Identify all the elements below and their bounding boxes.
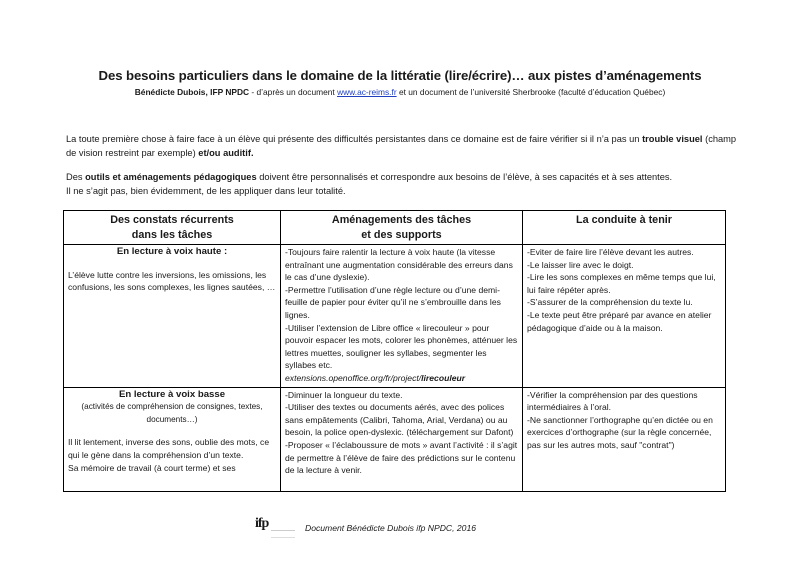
constat-text: Sa mémoire de travail (à court terme) et ses [68, 462, 236, 473]
lirecouleur-link[interactable] [285, 372, 518, 385]
conduite-cell [523, 245, 726, 388]
amenagement-item: -Utiliser des textes ou documents aérés, avec des polices sans empâtements (Calibri, Tahoma, Arial, Verdana) ou au besoin, la police open-dyslexic. (téléchargement sur Dafont) [285, 402, 514, 438]
intro-bold: trouble visuel [642, 134, 703, 144]
table-row [64, 245, 726, 388]
page-footer [255, 516, 476, 540]
section-subtitle: (activités de compréhension de consignes, textes, documents…) [81, 402, 263, 424]
source-prefix: - d’après un document [249, 87, 338, 97]
conduite-item: -Ne sanctionner l’orthographe qu’en dictée ou en exercices d’orthographe (sur la règle concernée, pas sur les autres mots, sauf "contrat") [527, 414, 713, 450]
table-row [64, 387, 726, 491]
intro-text: (champ de vision restreint par exemple) [66, 134, 737, 158]
link-bold: lirecouleur [421, 372, 466, 383]
header-line: Aménagements des tâches [331, 214, 472, 226]
intro-bold: et/ou auditif. [198, 147, 254, 158]
ifp-logo-icon [255, 516, 297, 540]
conduite-item: -Le laisser lire avec le doigt. [527, 259, 634, 270]
constat-cell [64, 245, 281, 388]
logo-tagline [271, 530, 295, 538]
conduite-cell [523, 387, 726, 491]
document-title: Des besoins particuliers dans le domaine de la littératie (lire/écrire)… aux pistes d’aménagements [98, 68, 702, 83]
author: Bénédicte Dubois, IFP NPDC [134, 87, 250, 97]
amenagement-item: -Permettre l’utilisation d’une règle lecture ou d’une demi-feuille de papier pour éviter qu’il ne s’embrouille dans les lignes. [285, 284, 501, 320]
intro-paragraph-2 [66, 171, 746, 198]
conduite-item: -S’assurer de la compréhension du texte lu. [527, 297, 693, 308]
amenagement-item: -Toujours faire ralentir la lecture à voix haute (la vitesse entraînant une augmentation considérable des erreurs dans le cas d’une dyslexie). [285, 247, 513, 283]
conduite-item: -Eviter de faire lire l’élève devant les autres. [527, 247, 694, 257]
amenagement-item: -Diminuer la longueur du texte. [285, 389, 403, 400]
intro-text: Des [66, 172, 86, 182]
constat-text: Il lit lentement, inverse des sons, oublie des mots, ce qui le gène dans la compréhension d’un texte. [68, 437, 270, 460]
amenagement-item: -Utiliser l’extension de Libre office « lirecouleur » pour pouvoir espacer les mots, colorer les phonèmes, atténuer les lettres muettes, souligner les syllabes, segmenter les syllabes etc. [285, 322, 518, 371]
constat-text: L’élève lutte contre les inversions, les omissions, les confusions, les sons complexes, les lignes sautées, … [68, 269, 276, 293]
source-suffix: et un document de l’université Sherbrooke (faculté d’éducation Québec) [396, 87, 666, 97]
document-subtitle [0, 87, 800, 97]
header-line: dans les tâches [131, 229, 213, 241]
link-prefix: extensions.openoffice.org/fr/project/ [285, 372, 422, 383]
section-title: En lecture à voix basse [118, 388, 226, 400]
logo-text: ifp [255, 516, 269, 531]
amenagement-cell [281, 387, 523, 491]
column-header-amenagements [281, 211, 523, 245]
footer-text: Document Bénédicte Dubois ifp NPDC, 2016 [305, 523, 477, 533]
conduite-item: -Vérifier la compréhension par des questions intermédiaires à l’oral. [527, 389, 698, 413]
header-line: La conduite à tenir [576, 214, 672, 226]
intro-text: La toute première chose à faire face à un élève qui présente des difficultés persistantes dans ce domaine est de faire vérifier si il n’a pas un [66, 134, 643, 144]
header-line: Des constats récurrents [110, 214, 234, 226]
constat-cell [64, 387, 281, 491]
table-header-row [64, 211, 726, 245]
header-line: et des supports [361, 229, 442, 241]
intro-text: doivent être personnalisés et correspondre aux besoins de l’élève, à ses capacités et à ses attentes. [256, 172, 673, 182]
column-header-conduite [523, 211, 726, 245]
section-title: En lecture à voix haute : [116, 246, 228, 257]
conduite-item: -Le texte peut être préparé par avance en atelier pédagogique d’aide ou à la maison. [527, 309, 712, 333]
source-link[interactable]: www.ac-reims.fr [337, 87, 397, 97]
intro-paragraph-1 [66, 133, 746, 160]
amenagement-cell [281, 245, 523, 388]
column-header-constats [64, 211, 281, 245]
amenagements-table [63, 210, 726, 492]
intro-bold: outils et aménagements pédagogiques [85, 172, 257, 182]
conduite-item: -Lire les sons complexes en même temps que lui, lui faire répéter après. [527, 272, 716, 295]
amenagement-item: -Proposer « l’éclaboussure de mots » avant l’activité : il s’agit de permettre à l’élève de faire des prédictions sur le contenu de la lecture à venir. [285, 439, 518, 476]
intro-text: Il ne s’agit pas, bien évidemment, de les appliquer dans leur totalité. [66, 185, 346, 196]
